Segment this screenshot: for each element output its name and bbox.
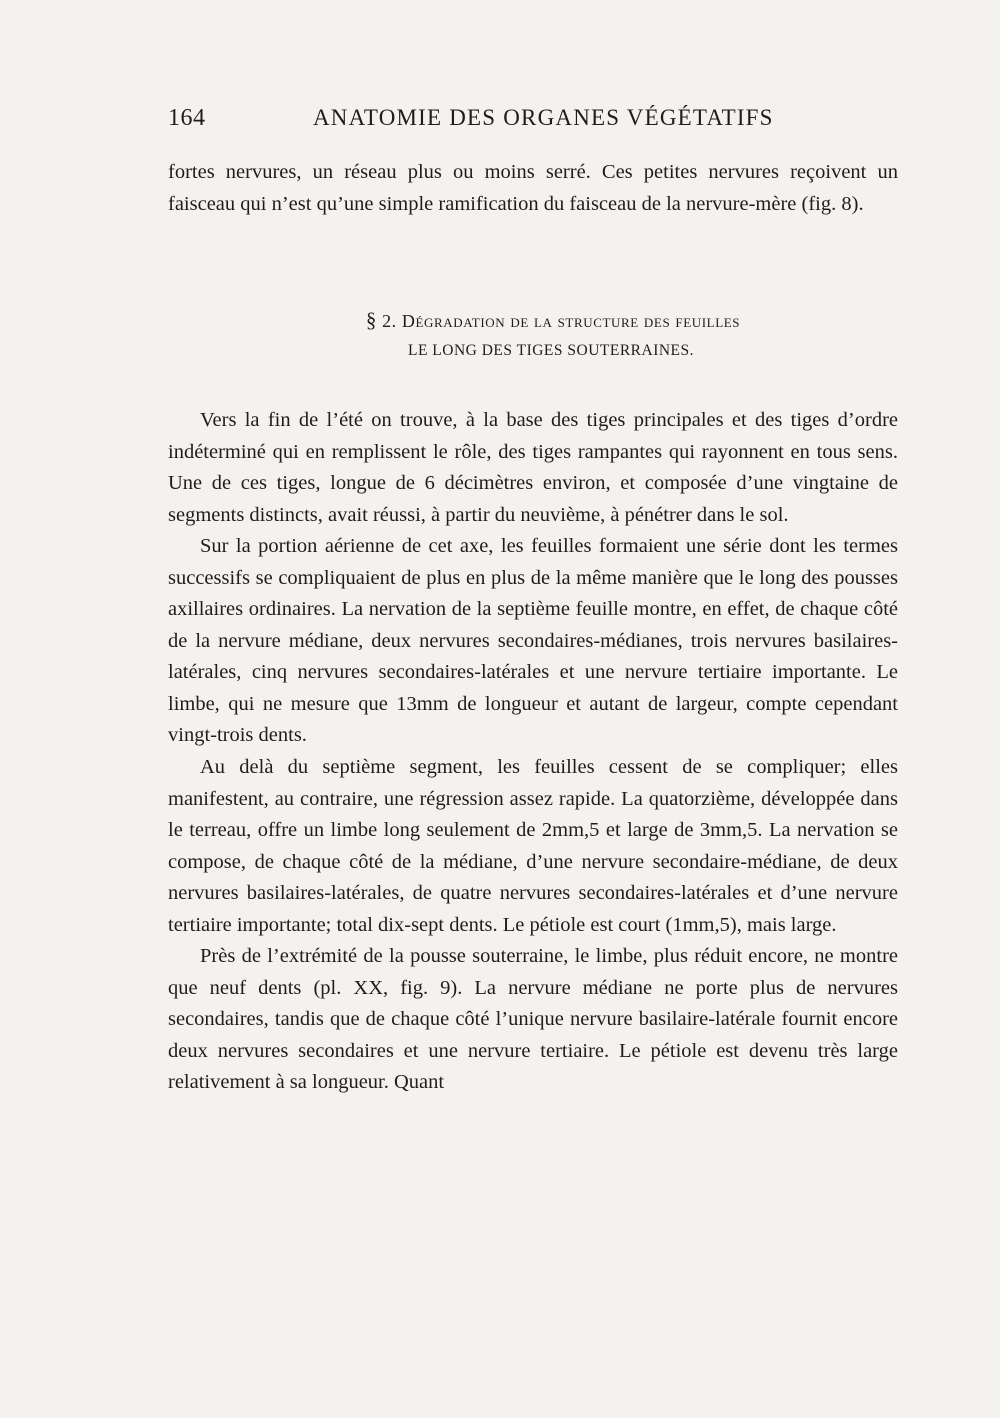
intro-paragraph-block [168,157,898,220]
main-text [168,405,898,1099]
section-sign: § [365,308,377,332]
paragraph: Sur la portion aérienne de cet axe, les feuilles formaient une série dont les termes successifs se compliquaient de plus en plus de la même manière que le long des pousses axillaires ordinaires. La nervation de la septième feuille montre, en effet, de chaque côté de la nervure médiane, deux nervures secondaires-médianes, trois nervures basilaires-latérales, cinq nervures secondaires-latérales et une nervure tertiaire importante. Le limbe, qui ne mesure que 13mm de longueur et autant de largeur, compte cependant vingt-trois dents. [168,535,898,747]
section-heading [168,305,898,366]
page-header [168,103,898,133]
page-number: 164 [168,105,206,131]
section-heading-line1 [208,305,898,336]
paragraph: Près de l’extrémité de la pousse souterraine, le limbe, plus réduit encore, ne montre que neuf dents (pl. XX, fig. 9). La nervure médiane ne porte plus de nervures secondaires, tandis que de chaque côté l’unique nervure basilaire-latérale fournit encore deux nervures secondaires et une nervure tertiaire. Le pétiole est devenu très large relativement à sa longueur. Quant [168,945,898,1094]
running-head: ANATOMIE DES ORGANES VÉGÉTATIFS [313,105,774,130]
paragraph: Vers la fin de l’été on trouve, à la base des tiges principales et des tiges d’ordre indéterminé qui en remplissent le rôle, des tiges rampantes qui rayonnent en tous sens. Une de ces tiges, longue de 6 décimètres environ, et composée d’une vingtaine de segments distincts, avait réussi, à partir du neuvième, à pénétrer dans le sol. [168,409,898,526]
section-heading-line2: LE LONG DES TIGES SOUTERRAINES. [407,342,695,359]
section-title: 2. Dégradation de la structure des feuilles [382,311,741,331]
intro-paragraph: fortes nervures, un réseau plus ou moins serré. Ces petites nervures reçoivent un faisceau qui n’est qu’une simple ramification du faisceau de la nervure-mère (fig. 8). [168,161,898,215]
paragraph: Au delà du septième segment, les feuilles cessent de se compliquer; elles manifestent, au contraire, une régression assez rapide. La quatorzième, développée dans le terreau, offre un limbe long seulement de 2mm,5 et large de 3mm,5. La nervation se compose, de chaque côté de la médiane, d’une nervure secondaire-médiane, de deux nervures basilaires-latérales, de quatre nervures secondaires-latérales et d’une nervure tertiaire importante; total dix-sept dents. Le pétiole est court (1mm,5), mais large. [168,756,898,936]
